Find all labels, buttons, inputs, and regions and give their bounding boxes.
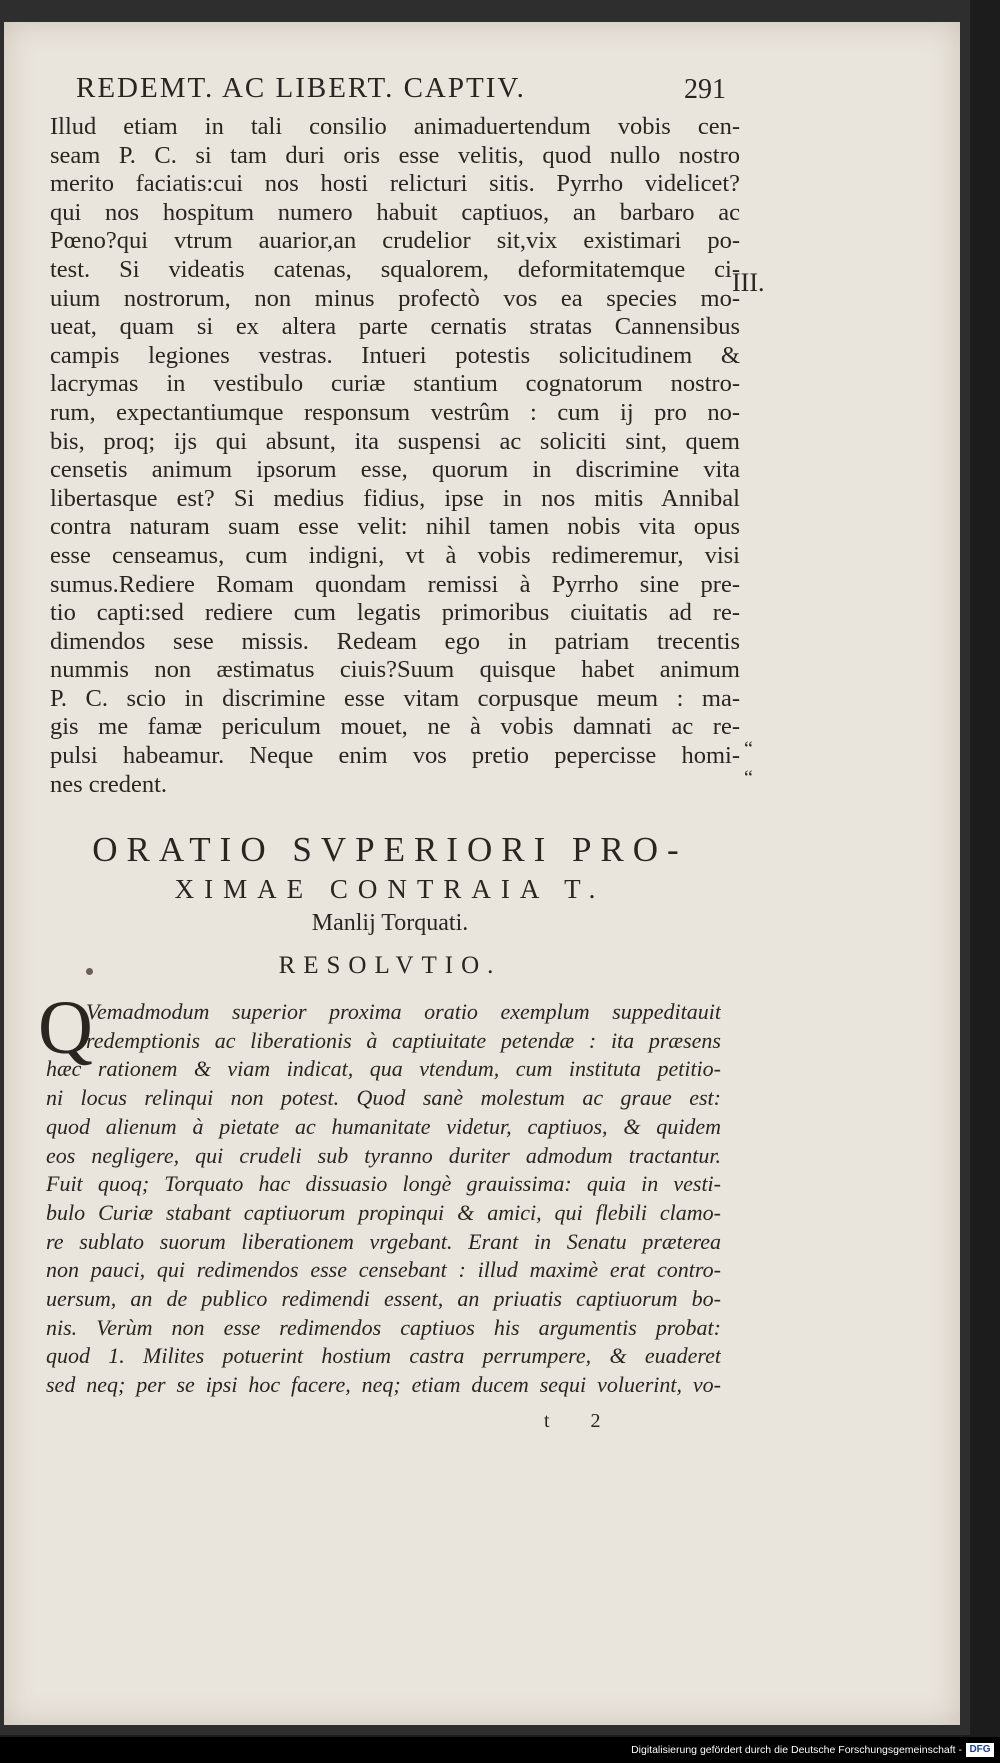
margin-quote-mark: “ [744, 767, 753, 789]
text-line: bis, proq; ijs qui absunt, ita suspensi ac soliciti sint, quem [50, 427, 740, 455]
text-line: nis. Verùm non esse redimendos captiuos his argumentis probat: [46, 1314, 721, 1340]
text-line: seam P. C. si tam duri oris esse velitis, quod nullo nostro [50, 141, 740, 169]
text-line: eos negligere, qui crudeli sub tyranno duriter admodum tractantur. [46, 1142, 721, 1168]
book-page [4, 22, 960, 1725]
margin-note: III. [732, 268, 765, 297]
text-line: re sublato suorum liberationem vrgebant. Erant in Senatu præterea [46, 1228, 721, 1254]
signature-mark: t 2 [544, 1410, 619, 1432]
text-line: uium nostrorum, non minus profectò vos ea species mo- [50, 284, 740, 312]
text-line: quod alienum à pietate ac humanitate videtur, captiuos, & quidem [46, 1113, 721, 1139]
text-line: ueat, quam si ex altera parte cernatis stratas Cannensibus [50, 313, 740, 341]
drop-capital: Q [38, 986, 93, 1070]
page-number: 291 [684, 74, 726, 105]
text-line: lacrymas in vestibulo curiæ stantium cognatorum nostro- [50, 370, 740, 398]
text-line: sumus.Rediere Romam quondam remissi à Pyrrho sine pre- [50, 570, 740, 598]
text-line: nes credent. [50, 770, 167, 798]
text-line: ni locus relinqui non potest. Quod sanè molestum ac graue est: [46, 1085, 721, 1111]
text-line: contra naturam suam esse velit: nihil tamen nobis vita opus [50, 513, 740, 541]
text-line: qui nos hospitum numero habuit captiuos, an barbaro ac [50, 198, 740, 226]
text-line: censetis animum ipsorum esse, quorum in discrimine vita [50, 456, 740, 484]
text-line: sed neq; per se ipsi hoc facere, neq; etiam ducem sequi voluerint, vo- [46, 1372, 721, 1398]
text-line: nummis non æstimatus ciuis?Suum quisque habet animum [50, 656, 740, 684]
resolutio-text [46, 998, 721, 1400]
section-heading: ORATIO SVPERIORI PRO- [92, 830, 688, 869]
text-line: tio capti:sed rediere cum legatis primoribus ciuitatis ad re- [50, 599, 740, 627]
text-line: non pauci, qui redimendos esse censebant : illud maximè erat contro- [46, 1257, 721, 1283]
text-line: Fuit quoq; Torquato hac dissuasio longè grauissima: quia in vesti- [46, 1171, 721, 1197]
text-line: uersum, an de publico redimendi essent, an priuatis captiuorum bo- [46, 1286, 721, 1312]
text-line: pulsi habeamur. Neque enim vos pretio pepercisse homi- [50, 742, 740, 770]
resolutio-heading: RESOLVTIO. [278, 952, 502, 979]
ink-spot [86, 968, 93, 975]
text-line: test. Si videatis catenas, squalorem, deformitatemque ci- [50, 255, 740, 283]
text-line: P. C. scio in discrimine esse vitam corpusque meum : ma- [50, 684, 740, 712]
margin-quote-mark: “ [744, 738, 753, 760]
speech-body-text [50, 113, 740, 799]
text-line: esse censeamus, cum indigni, vt à vobis redimeremur, visi [50, 541, 740, 569]
text-line: merito faciatis:cui nos hosti relicturi sitis. Pyrrho videlicet? [50, 170, 740, 198]
text-line: quod 1. Milites potuerint hostium castra perrumpere, & euaderet [46, 1343, 721, 1369]
dfg-logo-icon: DFG [966, 1743, 994, 1757]
text-line: gis me famæ periculum mouet, ne à vobis damnati ac re- [50, 713, 740, 741]
section-heading-continued: XIMAE CONTRAIA T. [174, 874, 606, 904]
text-line: Vemadmodum superior proxima oratio exemplum suppeditauit [86, 999, 721, 1024]
funding-credit: Digitalisierung gefördert durch die Deutsche Forschungsgemeinschaft - [631, 1744, 962, 1756]
text-line: Illud etiam in tali consilio animaduertendum vobis cen- [50, 113, 740, 140]
text-line: rum, expectantiumque responsum vestrûm : cum ij pro no- [50, 398, 740, 426]
text-line: dimendos sese missis. Redeam ego in patriam trecentis [50, 627, 740, 655]
text-line: campis legiones vestras. Intueri potestis solicitudinem & [50, 341, 740, 369]
text-line: Pœno?qui vtrum auarior,an crudelior sit,vix existimari po- [50, 227, 740, 255]
text-line: redemptionis ac liberationis à captiuitate petendæ : ita præsens [86, 1027, 721, 1053]
text-line: hæc rationem & viam indicat, qua vtendum, cum instituta petitio- [46, 1056, 721, 1082]
section-subheading: Manlij Torquati. [311, 910, 469, 936]
text-line: bulo Curiæ stabant captiuorum propinqui & amici, qui flebili clamo- [46, 1199, 721, 1225]
text-line: libertasque est? Si medius fidius, ipse in nos mitis Annibal [50, 484, 740, 512]
running-head: REDEMT. AC LIBERT. CAPTIV. [76, 72, 526, 104]
